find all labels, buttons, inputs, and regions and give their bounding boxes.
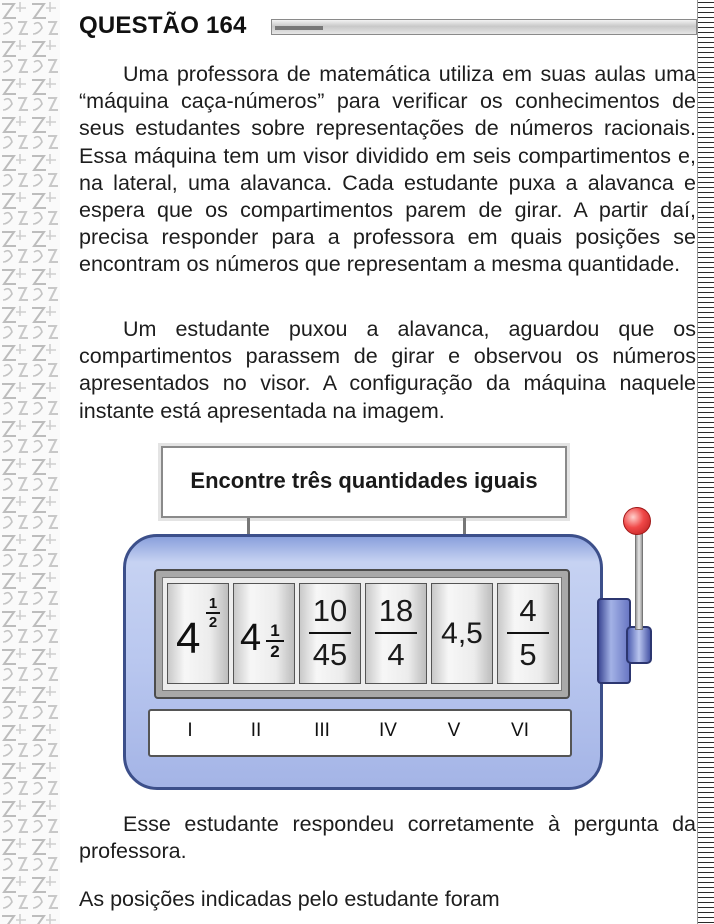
position-label-4: IV	[379, 720, 397, 741]
fraction-numerator: 4	[519, 593, 537, 628]
position-label-5: V	[447, 720, 461, 741]
slot-2	[233, 583, 295, 684]
slot-5	[431, 583, 493, 684]
paragraph-answer-statement: Esse estudante respondeu corretamente à pergunta da professora.	[79, 812, 696, 864]
position-label-3: III	[314, 720, 330, 741]
slot-6	[497, 583, 559, 684]
slot-3	[299, 583, 361, 684]
decorative-number-strip	[0, 0, 60, 924]
fraction-numerator: 10	[312, 593, 348, 628]
slot-2-value	[234, 584, 294, 683]
mixed-denominator: 2	[270, 642, 280, 661]
mixed-numerator: 1	[270, 621, 280, 640]
exponent-denominator: 2	[208, 614, 218, 631]
slot-6-fraction	[498, 594, 558, 672]
paragraph-situation: Um estudante puxou a alavanca, aguardou que os compartimentos parassem de girar e observou os números apresentados no visor. A configuração da máquina naquele instante está apresentada na imagem.	[79, 317, 696, 423]
fraction-denominator: 45	[312, 637, 348, 672]
position-label-2: II	[250, 720, 262, 741]
fraction-bar	[309, 632, 351, 634]
slot-4-fraction	[366, 594, 426, 672]
slot-1	[167, 583, 229, 684]
position-labels	[148, 709, 572, 757]
fraction-bar	[375, 632, 417, 634]
power-base: 4	[176, 614, 201, 663]
fraction-numerator: 18	[378, 593, 414, 628]
fraction-bar	[507, 632, 549, 634]
position-label-1: I	[187, 720, 193, 741]
power-exponent	[206, 596, 220, 630]
paragraph-intro: Uma professora de matemática utiliza em suas aulas uma “máquina caça-números” para verificar os conhecimentos de seus estudantes sobre representações de números racionais. Essa máquina tem um visor dividido em seis compartimentos e, na lateral, uma alavanca. Cada estudante puxa a alavanca e espera que os compartimentos parem de girar. A partir daí, precisa responder para a professora em quais posições se encontram os números que representam a mesma quantidade.	[79, 62, 696, 277]
slot-1-value	[168, 584, 228, 683]
display-window	[162, 577, 562, 691]
slot-5-decimal: 4,5	[441, 617, 483, 650]
header-rule	[271, 19, 697, 35]
mixed-fraction	[266, 622, 284, 660]
exponent-numerator: 1	[208, 595, 218, 612]
lever-knob-icon	[623, 507, 651, 535]
header-rule-accent	[275, 26, 323, 30]
lever-pivot	[626, 626, 652, 664]
fraction-denominator: 4	[387, 637, 405, 672]
number-machine-figure	[123, 446, 703, 786]
position-label-6: VI	[511, 720, 529, 741]
question-header	[79, 10, 697, 40]
mixed-whole: 4	[240, 617, 262, 659]
machine-sign-text: Encontre três quantidades iguais	[190, 468, 538, 493]
slot-4	[365, 583, 427, 684]
paragraph-prompt: As posições indicadas pelo estudante foram	[79, 887, 500, 911]
fraction-denominator: 5	[519, 637, 537, 672]
machine-sign	[161, 446, 567, 518]
machine-display	[154, 569, 570, 699]
machine-body	[123, 534, 603, 790]
lever-arm	[635, 526, 643, 630]
slot-3-fraction	[300, 594, 360, 672]
question-title: QUESTÃO 164	[79, 12, 247, 39]
